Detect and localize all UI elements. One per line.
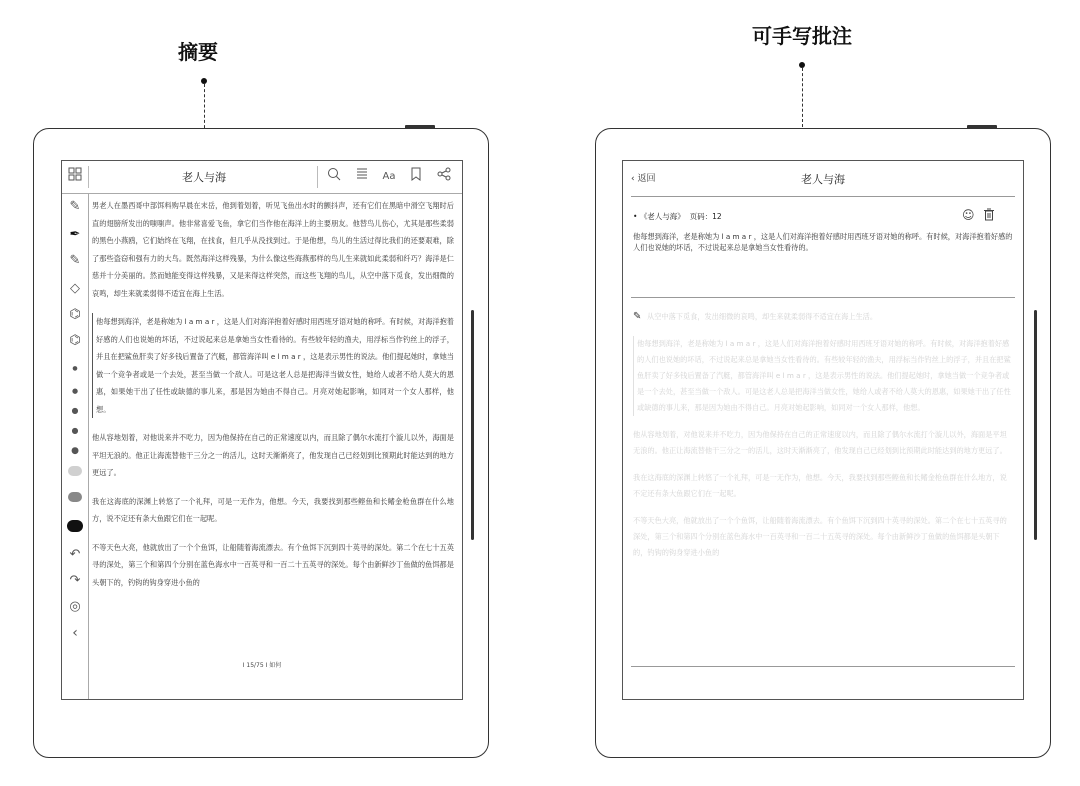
highlighter-icon[interactable]: ✎	[69, 253, 81, 268]
marker-icon[interactable]: ✒	[69, 227, 81, 242]
snapshot-icon[interactable]: ◎	[69, 599, 81, 614]
faded-paragraph-3: 他从容地划着，对他说来并不吃力，因为他保持在自己的正常速度以内，而且除了偶尔水流打个漩儿以外，海面是平坦无浪的。他正让海流替他干三分之一的活儿，这时天渐渐亮了，他发现自己已经划到比预期此时能达到的地方更远了。	[633, 430, 1007, 455]
bookmark-icon[interactable]	[406, 167, 426, 187]
share-icon[interactable]	[434, 167, 454, 187]
caption-summary: 摘要	[178, 40, 218, 64]
faded-paragraph-4: 我在这海底的深渊上转悠了一个礼拜，可是一无作为，他想。今天，我要找到那些鲣鱼和长鳍金枪鱼群在什么地方，说不定还有条大鱼跟它们在一起呢。	[633, 473, 1007, 498]
size-dot-3-icon[interactable]: ●	[71, 406, 79, 415]
collapse-icon[interactable]: ‹	[72, 625, 78, 641]
note-page-title: 老人与海	[801, 173, 845, 186]
undo-icon[interactable]: ↶	[69, 547, 81, 562]
trash-icon[interactable]	[983, 208, 995, 224]
back-button[interactable]	[631, 171, 655, 184]
paragraph-2: 他每想到海洋，老是称她为 l a m a r ，这是人们对海洋抱着好感时用西班牙语对她的称呼。有时候，对海洋抱着好感的人们也说她的坏话，不过说起来总是拿她当女性看待的。有些较年轻的渔夫，用浮标当作钓丝上的浮子，并且在把鲨鱼肝卖了好多钱后置备了汽艇，都管海洋叫 e l m a r ，这是表示男性的说法。他们提起她时，拿她当做一个竞争者或是一个去处，甚至当做一个敌人。可是这老人总是把海洋当做女性，她给人或者不给人莫大的恩惠，如果她干出了任性或缺德的事儿来，那是因为她由不得自己。月亮对她起影响，如同对一个女人那样，他想。	[92, 313, 454, 418]
stroke-light-icon[interactable]	[62, 465, 88, 482]
caption-handwritten-annotation: 可手写批注	[752, 24, 852, 48]
book-title: 老人与海	[182, 171, 226, 184]
left-device-power-button[interactable]	[405, 125, 435, 129]
annotation-toolbar	[62, 193, 89, 699]
note-header	[633, 211, 722, 222]
left-device-side-bar	[471, 310, 474, 540]
right-device-side-bar	[1034, 310, 1037, 540]
emoji-icon[interactable]: ☺	[962, 208, 975, 222]
stroke-medium-icon[interactable]	[62, 491, 88, 508]
faded-paragraph-1: 从空中落下觅食，发出细微的哀鸣，却生来就柔弱得不适宜在海上生活。	[647, 312, 878, 321]
faded-paragraph-2: 他每想到海洋，老是称她为 l a m a r ，这是人们对海洋抱着好感时用西班牙语对她的称呼。有时候，对海洋抱着好感的人们也说她的坏话，不过说起来总是拿她当女性看待的。有些较年轻的渔夫，用浮标当作钓丝上的浮子，并且在把鲨鱼肝卖了好多钱后置备了汽艇，都管海洋叫 e l m a r ，这是表示男性的说法。他们提起她时，拿她当做一个竞争者或是一个去处，甚至当做一个敌人。可是这老人总是把海洋当做女性，她给人或者不给人莫大的恩惠，如果她干出了任性或缺德的事儿来，那是因为她由不得自己。月亮对她起影响，如同对一个女人那样，他想。	[633, 336, 1013, 416]
handwriting-pen-icon: ✎	[633, 311, 642, 322]
paragraph-4: 我在这海底的深渊上转悠了一个礼拜，可是一无作为，他想。今天，我要找到那些鲣鱼和长鳍金枪鱼群在什么地方，说不定还有条大鱼跟它们在一起呢。	[92, 496, 454, 523]
eraser-icon[interactable]: ◇	[70, 281, 80, 296]
search-icon[interactable]	[324, 167, 344, 187]
faded-paragraph-5: 不等天色大亮，他就放出了一个个鱼饵，让船随着海流漂去。有个鱼饵下沉到四十英寻的深处。第二个在七十五英寻的深处，第三个和第四个分别在蓝色海水中一百英寻和一百二十五英寻的深处。每个由新鲜沙丁鱼做的鱼饵都是头朝下的，钓钩的钩身穿进小鱼的	[633, 516, 1007, 557]
grid-icon[interactable]	[65, 167, 85, 187]
note-quote: 他每想到海洋，老是称她为 l a m a r ，这是人们对海洋抱着好感时用西班牙语对她的称呼。有时候，对海洋抱着好感的人们也说她的坏话，不过说起来总是拿她当女性看待的。	[633, 232, 1013, 252]
paragraph-5: 不等天色大亮，他就放出了一个个鱼饵，让船随着海流漂去。有个鱼饵下沉到四十英寻的深处。第二个在七十五英寻的深处，第三个和第四个分别在蓝色海水中一百英寻和一百二十五英寻的深处。每个由新鲜沙丁鱼做的鱼饵都是头朝下的，钓钩的钩身穿进小鱼的	[92, 542, 454, 587]
font-size-icon[interactable]: Aa	[382, 171, 396, 182]
size-dot-4-icon[interactable]: ●	[71, 426, 79, 435]
top-bar-divider-right	[317, 166, 318, 188]
paragraph-1: 男老人在墨西哥中部饵料购早晨在末岳，他到着划着，听见飞鱼出水时的颤抖声，还有它们在黑暗中滑空飞翔时后直的翅膀所发出的嗤嗤声。他非常喜爱飞鱼，拿它们当作他在海洋上的主要朋友。他替鸟儿伤心，尤其是那些柔弱的黑色小燕鸥，它们始终在飞翔，在找食，但几乎从没找到过。于是他想，鸟儿的生活过得比我们的还要艰难，除了那些盗窃和强有力的大鸟。既然海洋这样残暴，为什么像这些海燕那样的鸟儿生来就如此柔弱和纤巧？海洋是仁慈并十分美丽的。然而她能变得这样残暴，又是来得这样突然，而这些飞翔的鸟儿，从空中落下觅食，发出细微的哀鸣，却生来就柔弱得不适宜在海上生活。	[92, 201, 454, 298]
note-page: 页码：12	[689, 212, 722, 221]
right-device-power-button[interactable]	[967, 125, 997, 129]
page-indicator: I 15/75 I 如何	[242, 662, 282, 669]
size-dot-1-icon[interactable]: ●	[72, 365, 78, 372]
selection-eraser-icon[interactable]: ⌬	[69, 333, 81, 348]
note-book: 《老人与海》	[639, 212, 685, 221]
header-divider	[631, 196, 1015, 197]
redo-icon[interactable]: ↷	[69, 573, 81, 588]
pencil-icon[interactable]: ✎	[69, 199, 81, 214]
reading-text	[92, 197, 454, 602]
paragraph-3: 他从容地划着，对他说来并不吃力，因为他保持在自己的正常速度以内，而且除了偶尔水流打个漩儿以外，海面是平坦无浪的。他正让海流替他干三分之一的活儿，这时天渐渐亮了，他发现自己已经划到比预期此时能达到的地方更远了。	[92, 433, 454, 477]
size-dot-5-icon[interactable]: ●	[71, 446, 79, 456]
faded-page-preview	[633, 309, 1013, 572]
reader-top-bar	[62, 161, 462, 194]
chevron-left-icon: ‹	[631, 174, 638, 184]
left-screen	[61, 160, 463, 700]
toc-icon[interactable]	[352, 167, 372, 187]
note-divider	[631, 297, 1015, 298]
lasso-eraser-icon[interactable]: ⌬	[69, 307, 81, 322]
stroke-bold-icon[interactable]	[62, 519, 88, 538]
right-screen	[622, 160, 1024, 700]
size-dot-2-icon[interactable]: ●	[71, 387, 79, 395]
back-label: 返回	[637, 174, 656, 184]
note-bullet: •	[633, 212, 640, 221]
bottom-divider	[631, 666, 1015, 667]
top-bar-divider-left	[88, 166, 89, 188]
